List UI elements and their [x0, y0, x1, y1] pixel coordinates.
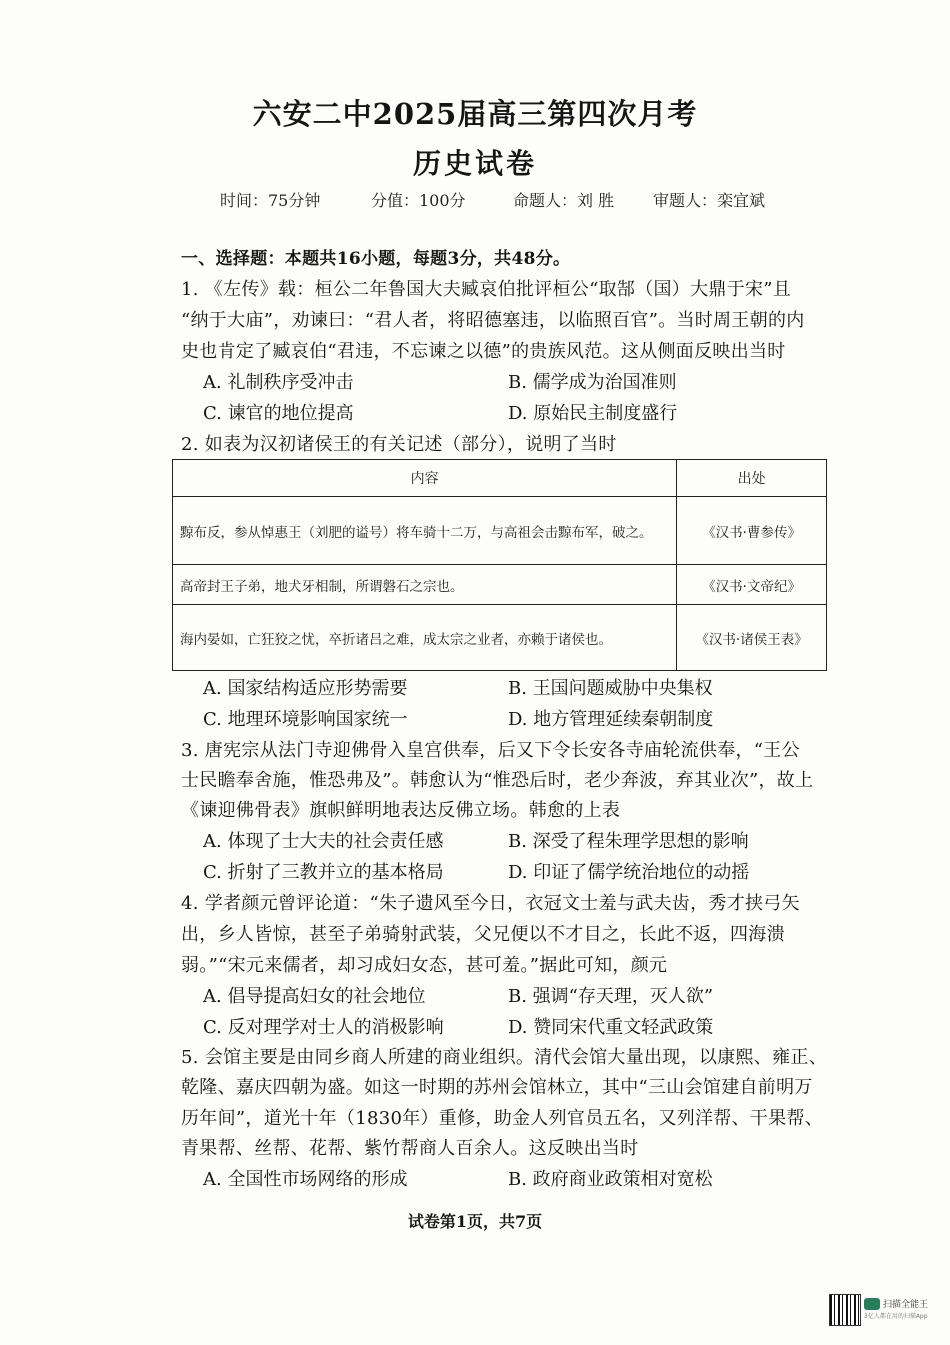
- q4-line-1: 4. 学者颜元曾评论道：“朱子遗风至今日，衣冠文士羞与武夫齿，秀才挟弓矢: [181, 893, 800, 914]
- q5-option-b: B. 政府商业政策相对宽松: [508, 1169, 713, 1190]
- q2-option-a: A. 国家结构适应形势需要: [203, 678, 408, 699]
- q3-option-d: D. 印证了儒学统治地位的动摇: [508, 862, 750, 883]
- q2-option-d: D. 地方管理延续秦朝制度: [508, 709, 714, 730]
- q3-option-b: B. 深受了程朱理学思想的影响: [508, 831, 749, 852]
- scanner-logo-icon: [864, 1298, 880, 1310]
- qr-code-icon: [829, 1294, 861, 1326]
- exam-time: 时间：75分钟: [220, 191, 321, 210]
- q4-line-3: 弱。”“宋元来儒者，却习成妇女态，甚可羞。”据此可知，颜元: [181, 955, 668, 976]
- q2-table: [172, 459, 827, 671]
- q3-option-a: A. 体现了士大夫的社会责任感: [203, 831, 444, 852]
- section-heading: 一、选择题：本题共16小题，每题3分，共48分。: [181, 249, 571, 269]
- q4-line-2: 出，乡人皆惊，甚至子弟骑射武装，父兄便以不才目之，长此不返，四海溃: [181, 924, 785, 945]
- table-cell-source: 《汉书·诸侯王表》: [677, 605, 827, 671]
- q1-line-1: 1. 《左传》载：桓公二年鲁国大夫臧哀伯批评桓公“取郜（国）大鼎于宋”且: [181, 279, 792, 300]
- scanner-brand-name: 扫描全能王: [883, 1300, 929, 1310]
- q2-option-b: B. 王国问题威胁中央集权: [508, 678, 713, 699]
- table-row: [173, 605, 827, 671]
- q1-line-3: 史也肯定了臧哀伯“君违，不忘谏之以德”的贵族风范。这从侧面反映出当时: [181, 341, 786, 362]
- q1-option-d: D. 原始民主制度盛行: [508, 403, 678, 424]
- q5-line-1: 5. 会馆主要是由同乡商人所建的商业组织。清代会馆大量出现，以康熙、雍正、: [181, 1047, 827, 1068]
- q1-option-b: B. 儒学成为治国准则: [508, 372, 677, 393]
- q1-option-c: C. 谏官的地位提高: [203, 403, 354, 424]
- exam-score: 分值：100分: [371, 191, 466, 210]
- q4-option-a: A. 倡导提高妇女的社会地位: [203, 986, 426, 1007]
- q4-option-d: D. 赞同宋代重文轻武政策: [508, 1017, 714, 1038]
- q4-option-c: C. 反对理学对士人的消极影响: [203, 1017, 444, 1038]
- exam-author: 命题人：刘 胜: [513, 191, 615, 210]
- q1-line-2: “纳于大庙”，劝谏曰：“君人者，将昭德塞违，以临照百官”。当时周王朝的内: [181, 310, 805, 331]
- table-header-source: 出处: [677, 460, 827, 497]
- table-cell-content: 高帝封王子弟，地犬牙相制，所谓磐石之宗也。: [173, 565, 677, 605]
- q5-line-3: 历年间”，道光十年（1830年）重修，助金人列官员五名，又列洋帮、干果帮、: [181, 1108, 824, 1129]
- exam-reviewer: 审题人：栾宜斌: [653, 191, 766, 210]
- table-cell-content: 黥布反，参从悼惠王（刘肥的谥号）将车骑十二万，与高祖会击黥布军，破之。: [173, 497, 677, 565]
- table-cell-source: 《汉书·曹参传》: [677, 497, 827, 565]
- q3-option-c: C. 折射了三教并立的基本格局: [203, 862, 444, 883]
- q3-line-2: 士民瞻奉舍施，惟恐弗及”。韩愈认为“惟恐后时，老少奔波，弃其业次”，故上: [181, 770, 814, 791]
- q1-option-a: A. 礼制秩序受冲击: [203, 372, 354, 393]
- table-row: [173, 565, 827, 605]
- q5-line-2: 乾隆、嘉庆四朝为盛。如这一时期的苏州会馆林立，其中“三山会馆建自前明万: [181, 1077, 813, 1098]
- table-row: [173, 497, 827, 565]
- table-header-row: [173, 460, 827, 497]
- scanner-watermark: [864, 1298, 938, 1320]
- q2-stem: 2. 如表为汉初诸侯王的有关记述（部分），说明了当时: [181, 434, 617, 455]
- page-footer: 试卷第1页，共7页: [407, 1212, 543, 1231]
- q5-line-4: 青果帮、丝帮、花帮、紫竹帮商人百余人。这反映出当时: [181, 1138, 639, 1159]
- table-cell-content: 海内晏如，亡狂狡之忧，卒折诸吕之难，成太宗之业者，亦赖于诸侯也。: [173, 605, 677, 671]
- table-cell-source: 《汉书·文帝纪》: [677, 565, 827, 605]
- q3-line-3: 《谏迎佛骨表》旗帜鲜明地表达反佛立场。韩愈的上表: [181, 800, 621, 821]
- q2-option-c: C. 地理环境影响国家统一: [203, 709, 408, 730]
- q4-option-b: B. 强调“存天理，灭人欲”: [508, 986, 714, 1007]
- exam-subtitle: 历史试卷: [412, 147, 537, 180]
- scanner-tagline: 3亿人都在用的扫描App: [864, 1313, 928, 1320]
- q5-option-a: A. 全国性市场网络的形成: [203, 1169, 408, 1190]
- exam-title: 六安二中2025届高三第四次月考: [252, 97, 698, 131]
- q3-line-1: 3. 唐宪宗从法门寺迎佛骨入皇宫供奉，后又下令长安各寺庙轮流供奉，“王公: [181, 740, 800, 761]
- table-header-content: 内容: [173, 460, 677, 497]
